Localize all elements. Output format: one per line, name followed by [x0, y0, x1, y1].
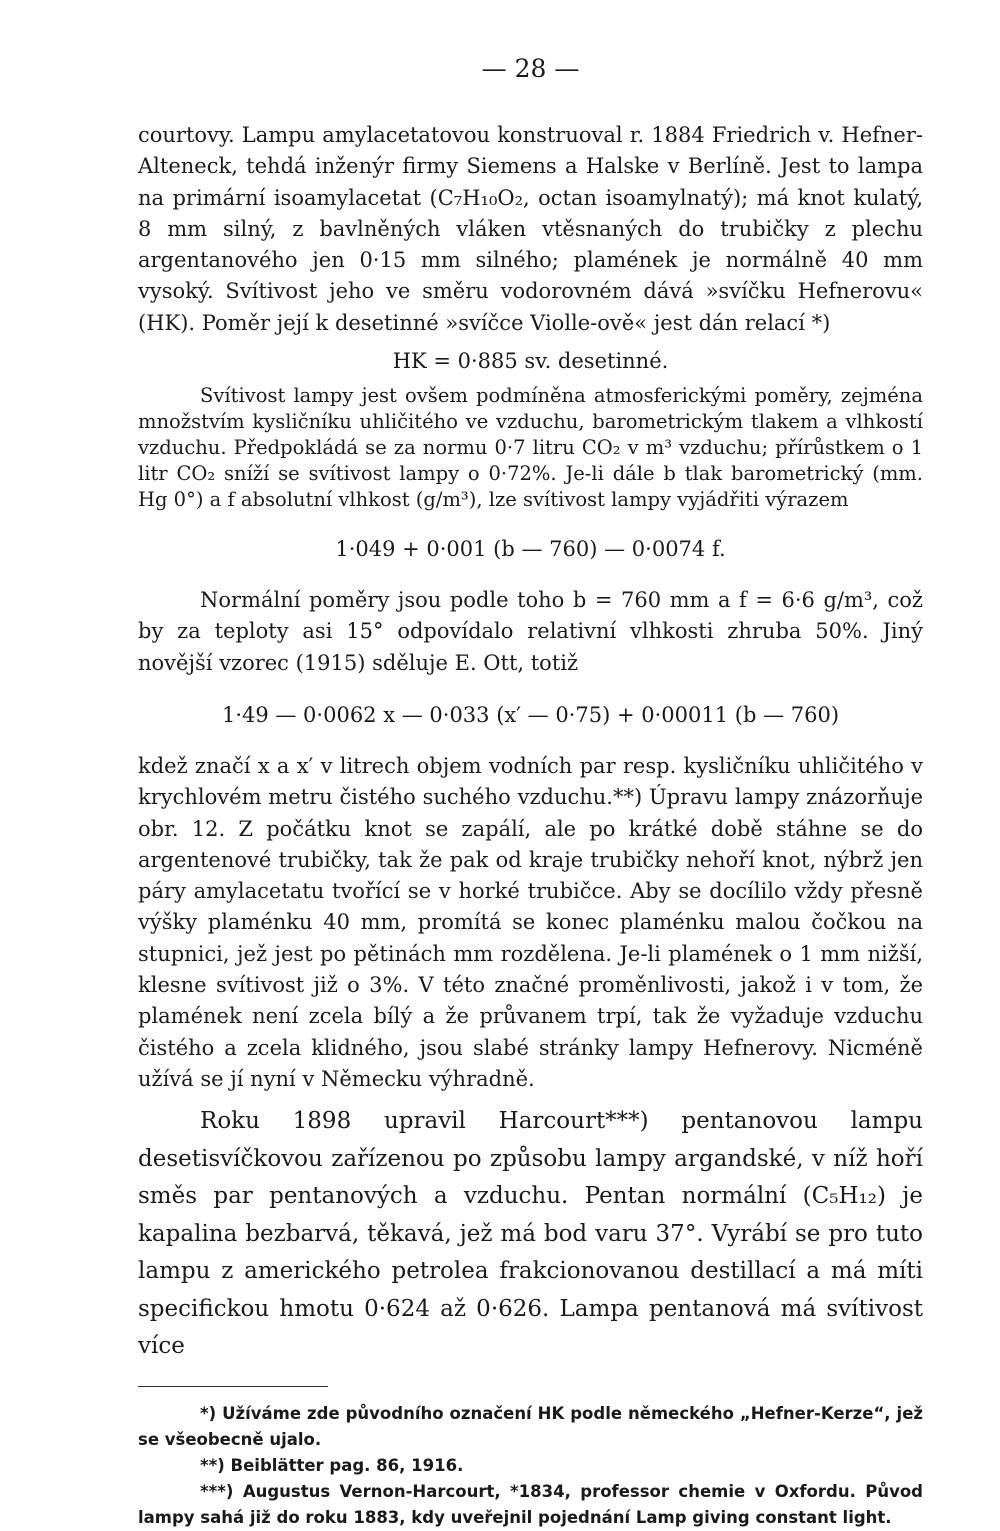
paragraph-lamp-construction: kdež značí x a x′ v litrech objem vodních par resp. kysličníku uhličitého v krychlovém metru čistého suchého vzduchu.**) Úpravu lampy znázorňuje obr. 12. Z počátku knot se zapálí, ale po krátké době stáhne se do argentenové trubičky, tak že pak od kraje trubičky nehoří knot, nýbrž jen páry amylacetatu tvořící se v horké trubičce. Aby se docílilo vždy přesně výšky plaménku 40 mm, promítá se konec plaménku malou čočkou na stupnici, jež jest po pětinách mm rozdělena. Je-li plamének o 1 mm nižší, klesne svítivost již o 3%. V této značné proměnlivosti, jakož i v tom, že plamének není zcela bílý a že průvanem trpí, tak že vyžaduje vzduchu čistého a zcela klidného, jsou slabé stránky lampy Hefnerovy. Nicméně užívá se jí nyní v Německu výhradně.: [138, 753, 923, 1091]
footnote-3: ***) Augustus Vernon-Harcourt, *1834, professor chemie v Oxfordu. Původ lampy sahá již do roku 1883, kdy uveřejnil pojednání Lamp giving constant light.: [138, 1481, 923, 1527]
footnote-divider: [138, 1386, 328, 1387]
page-number: — 28 —: [481, 54, 580, 83]
document-page: [138, 52, 923, 1531]
formula-ott: 1·49 — 0·0062 x — 0·033 (x′ — 0·75) + 0·00011 (b — 760): [221, 702, 840, 727]
paragraph-harcourt-lamp: Roku 1898 upravil Harcourt***) pentanovou lampu desetisvíčkovou zařízenou po způsobu lampy argandské, v níž hoří směs par pentanových a vzduchu. Pentan normální (C₅H₁₂) je kapalina bezbarvá, těkavá, jež má bod varu 37°. Vyrábí se pro tuto lampu z amerického petrolea frakcionovanou destillací a má míti specifickou hmotu 0·624 až 0·626. Lampa pentanová má svítivost více: [138, 1108, 923, 1360]
footnote-2: **) Beiblätter pag. 86, 1916.: [200, 1455, 464, 1475]
footnote-1: *) Užíváme zde původního označení HK podle německého „Hefner-Kerze“, jež se všeobecně ujalo.: [138, 1403, 923, 1449]
paragraph-hefner-lamp: courtovy. Lampu amylacetatovou konstruoval r. 1884 Friedrich v. Hefner-Alteneck, tehdá inženýr firmy Siemens a Halske v Berlíně. Jest to lampa na primární isoamylacetat (C₇H₁₀O₂, octan isoamylnatý); má knot kulatý, 8 mm silný, z bavlněných vláken vtěsnaných do trubičky z plechu argentanového jen 0·15 mm silného; plamének je normálně 40 mm vysoký. Svítivost jeho ve směru vodorovném dává »svíčku Hefnerovu« (HK). Poměr její k desetinné »svíčce Violle-ově« jest dán relací *): [138, 123, 923, 335]
paragraph-normal-conditions: Normální poměry jsou podle toho b = 760 mm a f = 6·6 g/m³, což by za teploty asi 15° odpovídalo relativní vlhkosti zhruba 50%. Jiný novější vzorec (1915) sděluje E. Ott, totiž: [138, 588, 923, 675]
formula-hk-relation: HK = 0·885 sv. desetinné.: [392, 349, 669, 374]
paragraph-atmospheric-conditions: Svítivost lampy jest ovšem podmíněna atmosferickými poměry, zejména množstvím kysličníku uhličitého ve vzduchu, barometrickým tlakem a vlhkostí vzduchu. Předpokládá se za normu 0·7 litru CO₂ v m³ vzduchu; přírůstkem o 1 litr CO₂ sníží se svítivost lampy o 0·72%. Je-li dále b tlak barometrický (mm. Hg 0°) a f absolutní vlhkost (g/m³), lze svítivost lampy vyjádřiti výrazem: [138, 384, 923, 512]
formula-luminosity-expression: 1·049 + 0·001 (b — 760) — 0·0074 f.: [335, 537, 726, 562]
